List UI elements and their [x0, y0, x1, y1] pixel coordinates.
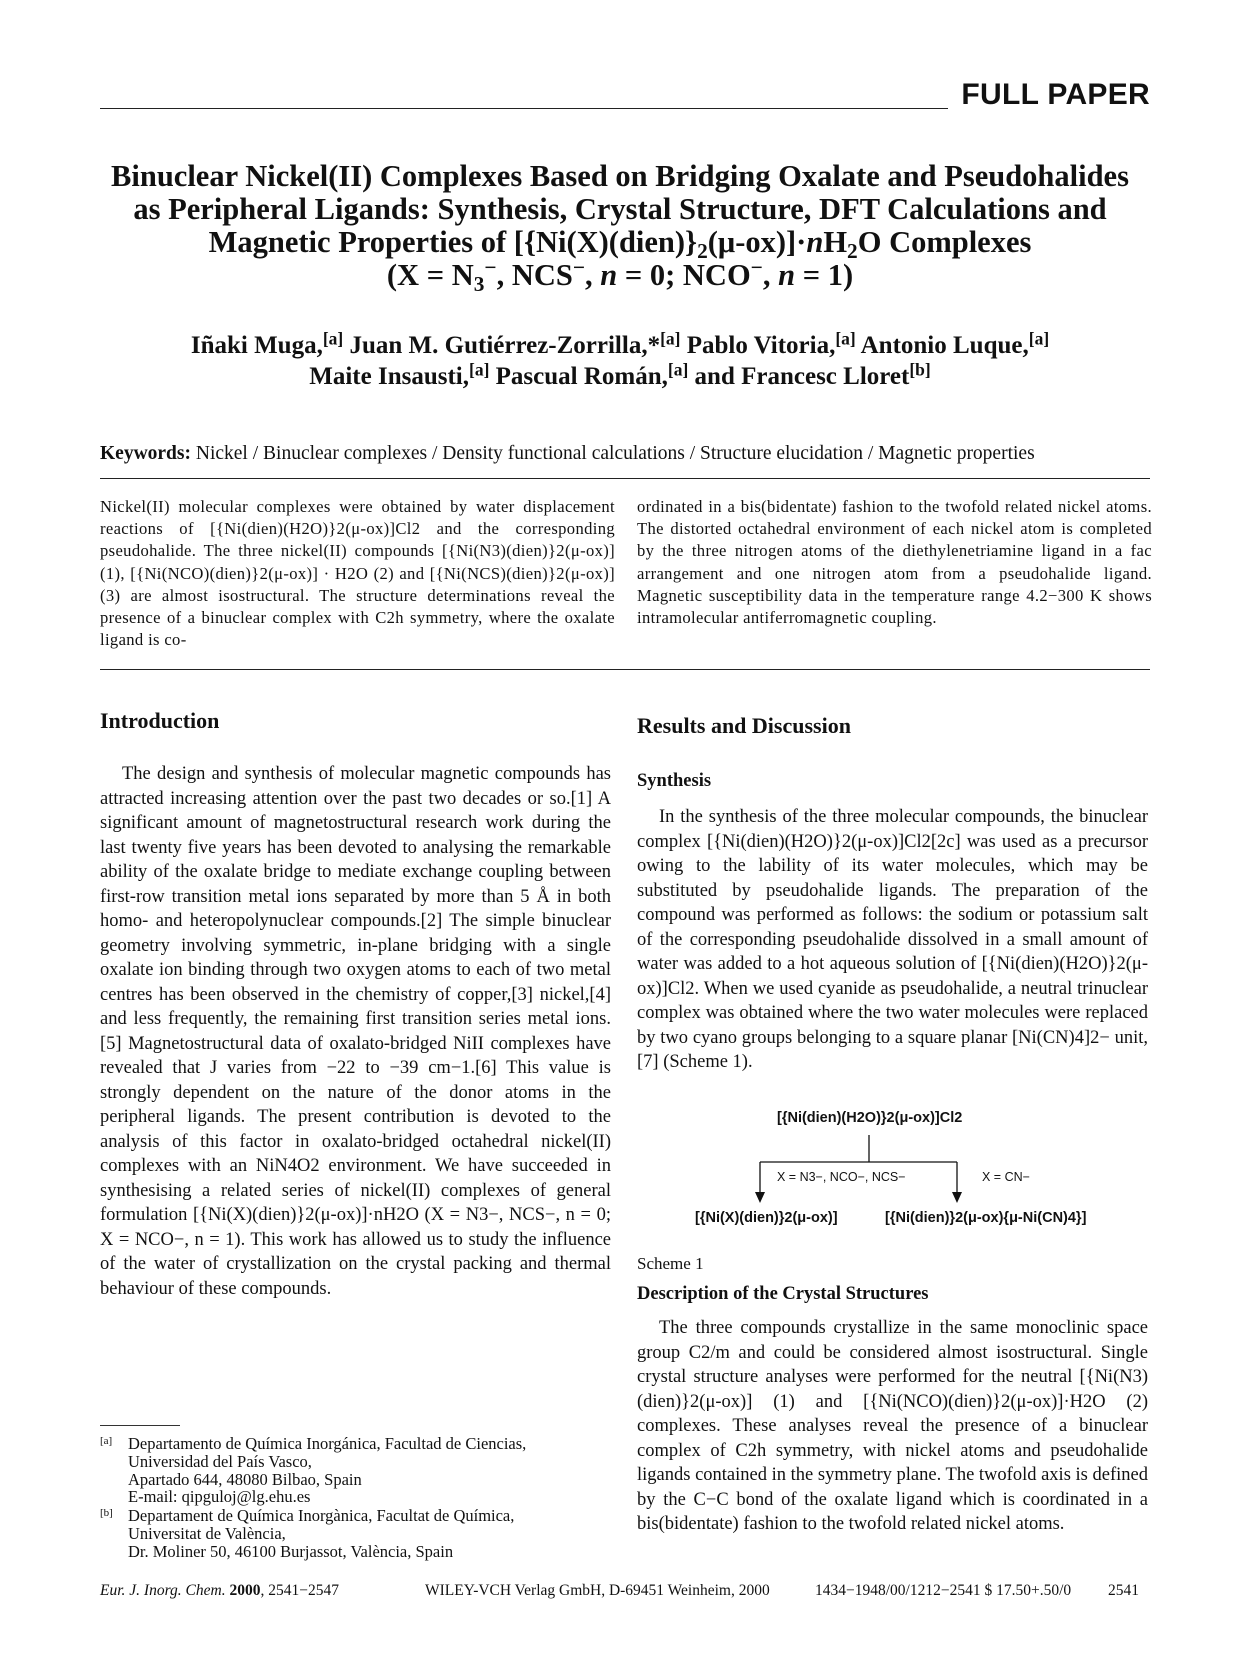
abstract-rule — [100, 669, 1150, 670]
synthesis-body — [637, 805, 1148, 1075]
crystal-heading: Description of the Crystal Structures — [637, 1284, 929, 1304]
introduction-heading: Introduction — [100, 708, 220, 733]
footnote-b-line-2: Universitat de València, — [128, 1523, 286, 1543]
authors-line-2: Maite Insausti,[a] Pascual Román,[a] and Francesc Lloret[b] — [309, 359, 931, 390]
footnote-a-line-1: Departamento de Química Inorgánica, Facultad de Ciencias, — [128, 1434, 527, 1453]
footnote-b-line-1: Departament de Química Inorgànica, Facultat de Química, — [128, 1506, 515, 1525]
footnote-a-line-4: E-mail: qipguloj@lg.ehu.es — [128, 1487, 311, 1507]
title-line-4: ($X = N_3^-$, NCS−, n = 0; NCO−, n = 1) — [386, 255, 854, 296]
scheme-right-condition: X = CN− — [982, 1170, 1030, 1184]
keywords-text: Nickel / Binuclear complexes / Density functional calculations / Structure elucidation / Magnetic properties — [195, 443, 1035, 464]
synthesis-paragraph: In the synthesis of the three molecular compounds, the binuclear complex [{Ni(dien)(H2O)}2(μ-ox)]Cl2[2c] was used as a precursor owing to the lability of its water molecules, which may be substituted by pseudohalide ligands. The preparation of the compound was performed as follows: the sodium or potassium salt of the corresponding pseudohalide dissolved in a small amount of water was added to a hot aqueous solution of [{Ni(dien)(H2O)}2(μ-ox)]Cl2. When we used cyanide as pseudohalide, a neutral trinuclear complex was obtained where the two water molecules were replaced by two cyano groups belonging to a square planar [Ni(CN)4]2− unit,[7] (Scheme 1). — [637, 807, 1148, 1072]
abstract-right-column: ordinated in a bis(bidentate) fashion to the twofold related nickel atoms. The distorted octahedral environment of each nickel atom is completed by the three nitrogen atoms of the diethylenetriamine ligand in a fac arrangement and one nitrogen atom from a pseudohalide ligand. Magnetic susceptibility data in the temperature range 4.2−300 K shows intramolecular antiferromagnetic coupling. — [637, 497, 1152, 628]
paper-title — [90, 159, 1150, 296]
authors-line-1: Iñaki Muga,[a] Juan M. Gutiérrez-Zorrilla,*[a] Pablo Vitoria,[a] Antonio Luque,[a] — [190, 328, 1050, 359]
scheme-reactant: [{Ni(dien)(H2O)}2(μ-ox)]Cl2 — [777, 1110, 963, 1126]
page-footer — [100, 1582, 1150, 1606]
scheme-right-product: [{Ni(dien)}2(μ-ox){μ-Ni(CN)4}] — [885, 1210, 1087, 1226]
crystal-paragraph: The three compounds crystallize in the same monoclinic space group C2/m and could be considered almost isostructural. Single crystal structure analyses were performed for the neutral [{Ni(N3)(dien)}2(μ-ox)] (1) and [{Ni(NCO)(dien)}2(μ-ox)]·H2O (2) complexes. These analyses reveal the presence of a binuclear complex of C2h symmetry, with nickel atoms and pseudohalide ligands contained in the symmetry plane. The twofold axis is defined by the C−C bond of the oxalate ligand which is coordinated in a bis(bidentate) fashion to the twofold related nickel atoms. — [637, 1318, 1148, 1534]
footnote-a-line-3: Apartado 644, 48080 Bilbao, Spain — [128, 1469, 362, 1489]
introduction-paragraph: The design and synthesis of molecular magnetic compounds has attracted increasing attention over the past two decades or so.[1] A significant amount of magnetostructural research work during the last twenty five years has been devoted to analysing the remarkable ability of the oxalate bridge to mediate exchange coupling between first-row transition metal ions separated by more than 5 Å in both homo- and heteropolynuclear compounds.[2] The simple binuclear geometry involving symmetric, in-plane bridging with a single oxalate ion binding through two oxygen atoms to each of two metal centres has been observed in the chemistry of copper,[3] nickel,[4] and less frequently, the remaining first transition series metal ions.[5] Magnetostructural data of oxalato-bridged NiII complexes have revealed that J varies from −22 to −39 cm−1.[6] This value is strongly dependent on the nature of the donor atoms in the peripheral ligands. The present contribution is devoted to the analysis of this factor in oxalato-bridged octahedral nickel(II) complexes with an NiN4O2 environment. We have succeeded in synthesising a related series of nickel(II) complexes of general formulation [{Ni(X)(dien)}2(μ-ox)]·nH2O (X = N3−, NCS−, n = 0; X = NCO−, n = 1). This work has allowed us to study the influence of the water of crystallization on the crystal packing and thermal behaviour of these compounds. — [100, 764, 611, 1299]
footer-pages: , 2541−2547 — [260, 1582, 339, 1599]
keywords-rule — [100, 478, 1150, 479]
footnote-b — [100, 1507, 610, 1560]
scheme-left-condition: X = N3−, NCO−, NCS− — [777, 1170, 906, 1184]
scheme-caption: Scheme 1 — [637, 1254, 704, 1273]
title-line-3: Magnetic Properties of $[\{Ni(X)(dien)\}_2(\mu-ox)]\cdot nH_2O$ Complexes — [208, 225, 1032, 263]
keywords-label: Keywords: — [100, 443, 191, 464]
scheme-left-product: [{Ni(X)(dien)}2(μ-ox)] — [695, 1210, 838, 1226]
title-line-2: as Peripheral Ligands: Synthesis, Crystal Structure, DFT Calculations and — [133, 192, 1107, 226]
footnote-a — [100, 1435, 610, 1506]
footnote-rule — [100, 1425, 180, 1426]
footer-issn: 1434−1948/00/1212−2541 $ 17.50+.50/0 — [815, 1582, 1072, 1599]
footer-citation — [100, 1582, 339, 1600]
title-line-1: Binuclear Nickel(II) Complexes Based on Bridging Oxalate and Pseudohalides — [111, 159, 1129, 193]
footer-journal: Eur. J. Inorg. Chem. — [100, 1582, 226, 1599]
crystal-body — [637, 1316, 1148, 1537]
footnote-a-mark: [a] — [100, 1435, 113, 1447]
author-list — [90, 330, 1150, 392]
results-heading: Results and Discussion — [637, 713, 851, 738]
footer-page-number: 2541 — [1108, 1582, 1139, 1599]
footnote-b-mark: [b] — [100, 1507, 113, 1519]
section-label: FULL PAPER — [961, 78, 1150, 111]
footnote-a-line-2: Universidad del País Vasco, — [128, 1451, 312, 1471]
header-rule — [100, 108, 948, 109]
abstract-left-column: Nickel(II) molecular complexes were obtained by water displacement reactions of [{Ni(dien)(H2O)}2(μ-ox)]Cl2 and the corresponding pseudohalide. The three nickel(II) compounds [{Ni(N3)(dien)}2(μ-ox)] (1), [{Ni(NCO)(dien)}2(μ-ox)] · H2O (2) and [{Ni(NCS)(dien)}2(μ-ox)] (3) are almost isostructural. The structure determinations reveal the presence of a binuclear complex with C2h symmetry, where the oxalate ligand is co- — [100, 497, 615, 650]
footer-year: 2000 — [229, 1582, 261, 1599]
keywords — [100, 443, 1150, 465]
footer-publisher: WILEY-VCH Verlag GmbH, D-69451 Weinheim, 2000 — [425, 1582, 770, 1599]
footnote-b-line-3: Dr. Moliner 50, 46100 Burjassot, València, Spain — [128, 1541, 454, 1561]
introduction-body — [100, 762, 611, 1301]
scheme-1 — [637, 1100, 1148, 1235]
synthesis-heading: Synthesis — [637, 771, 712, 791]
